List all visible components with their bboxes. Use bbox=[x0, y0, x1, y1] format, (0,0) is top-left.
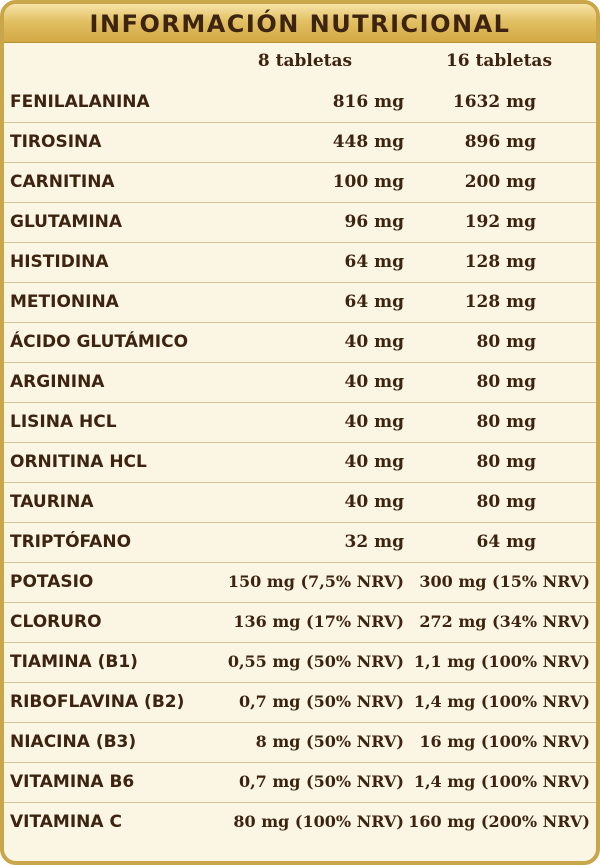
value-8-tabletas: 8 mg (50% NRV) bbox=[255, 732, 404, 751]
nutrient-name: ORNITINA HCL bbox=[10, 452, 147, 472]
value-16-tabletas: 200 mg bbox=[464, 172, 536, 192]
value-8-tabletas: 40 mg bbox=[344, 412, 404, 432]
nutrient-name: ÁCIDO GLUTÁMICO bbox=[10, 332, 189, 352]
table-row bbox=[4, 162, 596, 203]
nutrient-name: TIROSINA bbox=[10, 132, 102, 152]
value-8-tabletas: 150 mg (7,5% NRV) bbox=[227, 572, 404, 591]
value-16-tabletas: 160 mg (200% NRV) bbox=[408, 812, 590, 831]
value-8-tabletas: 816 mg bbox=[332, 92, 404, 112]
value-8-tabletas: 40 mg bbox=[344, 372, 404, 392]
nutrient-name: TRIPTÓFANO bbox=[10, 532, 132, 552]
nutrient-name: RIBOFLAVINA (B2) bbox=[10, 692, 185, 712]
table-row bbox=[4, 242, 596, 283]
table-row bbox=[4, 762, 596, 803]
value-8-tabletas: 0,7 mg (50% NRV) bbox=[238, 692, 404, 711]
panel-title: INFORMACIÓN NUTRICIONAL bbox=[4, 4, 596, 43]
value-8-tabletas: 0,55 mg (50% NRV) bbox=[227, 652, 404, 671]
value-16-tabletas: 1,4 mg (100% NRV) bbox=[413, 692, 590, 711]
table-row bbox=[4, 402, 596, 443]
table-row bbox=[4, 602, 596, 643]
nutrient-name: FENILALANINA bbox=[10, 92, 150, 112]
nutrient-name: METIONINA bbox=[10, 292, 119, 312]
table-row bbox=[4, 522, 596, 563]
value-8-tabletas: 0,7 mg (50% NRV) bbox=[238, 772, 404, 791]
value-16-tabletas: 272 mg (34% NRV) bbox=[419, 612, 590, 631]
nutrient-name: TIAMINA (B1) bbox=[10, 652, 138, 672]
table-row bbox=[4, 482, 596, 523]
table-row bbox=[4, 722, 596, 763]
value-16-tabletas: 1632 mg bbox=[452, 92, 536, 112]
value-8-tabletas: 64 mg bbox=[344, 252, 404, 272]
nutrient-name: CARNITINA bbox=[10, 172, 115, 192]
table-row bbox=[4, 562, 596, 603]
nutrient-name: NIACINA (B3) bbox=[10, 732, 137, 752]
nutrient-name: VITAMINA C bbox=[10, 812, 122, 832]
value-8-tabletas: 100 mg bbox=[332, 172, 404, 192]
table-row bbox=[4, 442, 596, 483]
column-header-16-tabletas: 16 tabletas bbox=[445, 51, 553, 71]
nutrient-name: GLUTAMINA bbox=[10, 212, 123, 232]
value-16-tabletas: 300 mg (15% NRV) bbox=[419, 572, 590, 591]
table-row bbox=[4, 682, 596, 723]
nutrient-name: HISTIDINA bbox=[10, 252, 109, 272]
value-16-tabletas: 192 mg bbox=[464, 212, 536, 232]
column-header-8-tabletas: 8 tabletas bbox=[257, 51, 353, 71]
value-16-tabletas: 1,4 mg (100% NRV) bbox=[413, 772, 590, 791]
value-8-tabletas: 96 mg bbox=[344, 212, 404, 232]
nutrient-name: LISINA HCL bbox=[10, 412, 117, 432]
value-8-tabletas: 136 mg (17% NRV) bbox=[233, 612, 404, 631]
value-8-tabletas: 448 mg bbox=[332, 132, 404, 152]
value-16-tabletas: 896 mg bbox=[464, 132, 536, 152]
table-row bbox=[4, 282, 596, 323]
value-8-tabletas: 64 mg bbox=[344, 292, 404, 312]
table-row bbox=[4, 202, 596, 243]
value-8-tabletas: 40 mg bbox=[344, 332, 404, 352]
table-row bbox=[4, 122, 596, 163]
table-row bbox=[4, 322, 596, 363]
value-16-tabletas: 1,1 mg (100% NRV) bbox=[413, 652, 590, 671]
value-8-tabletas: 80 mg (100% NRV) bbox=[233, 812, 404, 831]
value-16-tabletas: 80 mg bbox=[476, 372, 536, 392]
value-16-tabletas: 80 mg bbox=[476, 412, 536, 432]
nutrient-name: ARGININA bbox=[10, 372, 105, 392]
table-row bbox=[4, 802, 596, 842]
value-8-tabletas: 32 mg bbox=[344, 532, 404, 552]
value-16-tabletas: 16 mg (100% NRV) bbox=[419, 732, 590, 751]
value-16-tabletas: 128 mg bbox=[464, 252, 536, 272]
nutrient-name: VITAMINA B6 bbox=[10, 772, 135, 792]
value-16-tabletas: 80 mg bbox=[476, 492, 536, 512]
value-8-tabletas: 40 mg bbox=[344, 452, 404, 472]
table-row bbox=[4, 362, 596, 403]
value-16-tabletas: 80 mg bbox=[476, 332, 536, 352]
nutrient-name: POTASIO bbox=[10, 572, 94, 592]
value-16-tabletas: 64 mg bbox=[476, 532, 536, 552]
table-row bbox=[4, 642, 596, 683]
table-row bbox=[4, 82, 596, 123]
nutrient-name: TAURINA bbox=[10, 492, 94, 512]
value-8-tabletas: 40 mg bbox=[344, 492, 404, 512]
value-16-tabletas: 128 mg bbox=[464, 292, 536, 312]
value-16-tabletas: 80 mg bbox=[476, 452, 536, 472]
nutrient-name: CLORURO bbox=[10, 612, 102, 632]
